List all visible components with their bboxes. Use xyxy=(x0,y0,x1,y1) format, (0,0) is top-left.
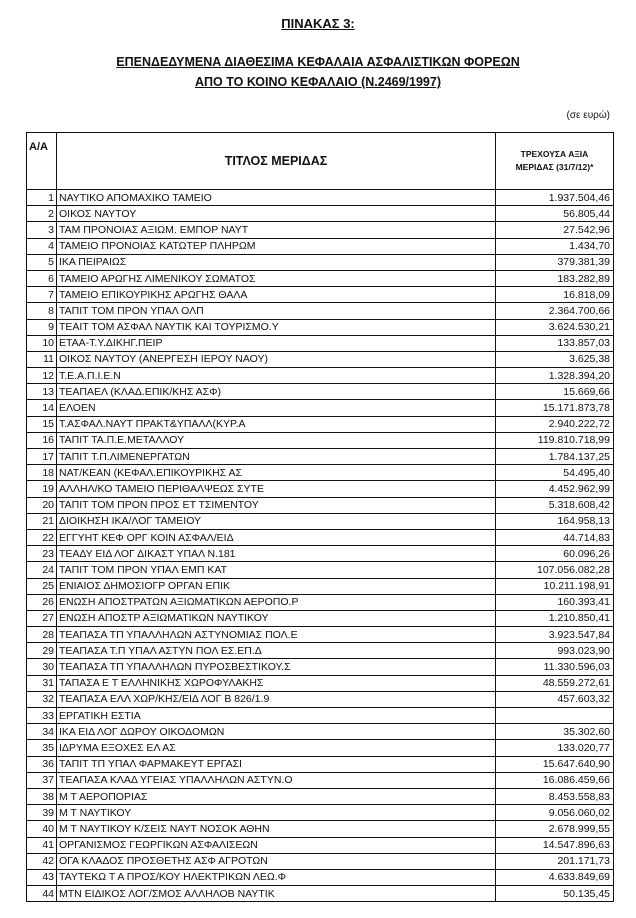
row-fund-name: ΕΛΟΕΝ xyxy=(57,400,496,416)
row-fund-name: ΤΑΠΑΣΑ Ε Τ ΕΛΛΗΝΙΚΗΣ ΧΩΡΟΦΥΛΑΚΗΣ xyxy=(57,675,496,691)
table-row xyxy=(27,351,614,367)
row-fund-name: Μ Τ ΑΕΡΟΠΟΡΙΑΣ xyxy=(57,788,496,804)
table-row xyxy=(27,270,614,286)
table-row xyxy=(27,319,614,335)
row-number: 40 xyxy=(27,821,57,837)
row-fund-name: ΑΛΛΗΛ/ΚΟ ΤΑΜΕΙΟ ΠΕΡΙΘΑΛΨΕΩΣ ΣΥΤΕ xyxy=(57,481,496,497)
row-fund-name: ΤΕΑΔΥ ΕΙΔ ΛΟΓ ΔΙΚΑΣΤ ΥΠΑΛ Ν.181 xyxy=(57,546,496,562)
title-line-1: ΕΠΕΝΔΕΔΥΜΕΝΑ ΔΙΑΘΕΣΙΜΑ ΚΕΦΑΛΑΙΑ ΑΣΦΑΛΙΣΤΙΚΩΝ ΦΟΡΕΩΝ xyxy=(116,55,520,69)
table-row xyxy=(27,384,614,400)
row-number: 18 xyxy=(27,465,57,481)
col-header-aa: Α/Α xyxy=(27,133,57,190)
row-number: 3 xyxy=(27,222,57,238)
row-number: 25 xyxy=(27,578,57,594)
row-number: 38 xyxy=(27,788,57,804)
row-number: 24 xyxy=(27,562,57,578)
row-fund-name: ΤΑΠΙΤ ΤΟΜ ΠΡΟΝ ΥΠΑΛ ΕΜΠ ΚΑΤ xyxy=(57,562,496,578)
table-row xyxy=(27,432,614,448)
row-fund-name: ΤΕΑΠΑΣΑ ΤΠ ΥΠΑΛΛΗΛΩΝ ΠΥΡΟΣΒΕΣΤΙΚΟΥ.Σ xyxy=(57,659,496,675)
row-fund-name: ΕΝΩΣΗ ΑΠΟΣΤΡΑΤΩΝ ΑΞΙΩΜΑΤΙΚΩΝ ΑΕΡΟΠΟ.Ρ xyxy=(57,594,496,610)
row-fund-name: ΤΑΠΙΤ Τ.Π.ΛΙΜΕΝΕΡΓΑΤΩΝ xyxy=(57,449,496,465)
table-row xyxy=(27,513,614,529)
row-value: 44.714,83 xyxy=(496,529,614,545)
table-row xyxy=(27,724,614,740)
row-number: 6 xyxy=(27,270,57,286)
row-fund-name: ΤΕΑΠΑΣΑ ΤΠ ΥΠΑΛΛΗΛΩΝ ΑΣΤΥΝΟΜΙΑΣ ΠΟΛ.Ε xyxy=(57,627,496,643)
table-row xyxy=(27,238,614,254)
row-number: 7 xyxy=(27,287,57,303)
table-header-row xyxy=(27,133,614,190)
row-value: 11.330.596,03 xyxy=(496,659,614,675)
row-number: 16 xyxy=(27,432,57,448)
row-value: 133.857,03 xyxy=(496,335,614,351)
row-number: 26 xyxy=(27,594,57,610)
row-value: 183.282,89 xyxy=(496,270,614,286)
row-value: 60.096,26 xyxy=(496,546,614,562)
row-value: 15.171.873,78 xyxy=(496,400,614,416)
row-number: 2 xyxy=(27,206,57,222)
row-fund-name: ΤΑΜΕΙΟ ΑΡΩΓΗΣ ΛΙΜΕΝΙΚΟΥ ΣΩΜΑΤΟΣ xyxy=(57,270,496,286)
row-number: 23 xyxy=(27,546,57,562)
row-fund-name: Τ.Ε.Α.Π.Ι.Ε.Ν xyxy=(57,368,496,384)
row-number: 35 xyxy=(27,740,57,756)
table-row xyxy=(27,788,614,804)
row-fund-name: ΤΕΑΠΑΣΑ ΚΛΑΔ ΥΓΕΙΑΣ ΥΠΑΛΛΗΛΩΝ ΑΣΤΥΝ.Ο xyxy=(57,772,496,788)
row-number: 20 xyxy=(27,497,57,513)
row-fund-name: ΤΑΠΙΤ ΤΟΜ ΠΡΟΝ ΠΡΟΣ ΕΤ ΤΣΙΜΕΝΤΟΥ xyxy=(57,497,496,513)
table-row xyxy=(27,287,614,303)
row-value: 164.958,13 xyxy=(496,513,614,529)
row-value: 160.393,41 xyxy=(496,594,614,610)
row-fund-name: ΤΑΠΙΤ ΤΟΜ ΠΡΟΝ ΥΠΑΛ ΟΛΠ xyxy=(57,303,496,319)
row-number: 33 xyxy=(27,708,57,724)
row-value: 1.328.394,20 xyxy=(496,368,614,384)
title-line-2: ΑΠΟ ΤΟ ΚΟΙΝΟ ΚΕΦΑΛΑΙΟ (Ν.2469/1997) xyxy=(195,75,441,89)
funds-table xyxy=(26,132,614,902)
row-fund-name: ΟΓΑ ΚΛΑΔΟΣ ΠΡΟΣΘΕΤΗΣ ΑΣΦ ΑΓΡΟΤΩΝ xyxy=(57,853,496,869)
row-value: 5.318.608,42 xyxy=(496,497,614,513)
table-row xyxy=(27,303,614,319)
row-fund-name: ΔΙΟΙΚΗΣΗ ΙΚΑ/ΛΟΓ ΤΑΜΕΙΟΥ xyxy=(57,513,496,529)
row-value: 133.020,77 xyxy=(496,740,614,756)
col-header-title: ΤΙΤΛΟΣ ΜΕΡΙΔΑΣ xyxy=(57,133,496,190)
row-value: 201.171,73 xyxy=(496,853,614,869)
row-value: 1.784.137,25 xyxy=(496,449,614,465)
row-fund-name: Τ.ΑΣΦΑΛ.ΝΑΥΤ ΠΡΑΚΤ&ΥΠΑΛΛ(ΚΥΡ.Α xyxy=(57,416,496,432)
table-row xyxy=(27,529,614,545)
row-value: 993.023,90 xyxy=(496,643,614,659)
row-fund-name: ΙΚΑ ΠΕΙΡΑΙΩΣ xyxy=(57,254,496,270)
row-number: 30 xyxy=(27,659,57,675)
table-row xyxy=(27,691,614,707)
table-row xyxy=(27,821,614,837)
row-value: 1.434,70 xyxy=(496,238,614,254)
table-row xyxy=(27,335,614,351)
row-number: 32 xyxy=(27,691,57,707)
row-number: 5 xyxy=(27,254,57,270)
row-value: 2.364.700,66 xyxy=(496,303,614,319)
row-fund-name: ΙΚΑ ΕΙΔ ΛΟΓ ΔΩΡΟΥ ΟΙΚΟΔΟΜΩΝ xyxy=(57,724,496,740)
row-number: 8 xyxy=(27,303,57,319)
row-value: 27.542,96 xyxy=(496,222,614,238)
row-number: 29 xyxy=(27,643,57,659)
row-number: 12 xyxy=(27,368,57,384)
row-value: 4.633.849,69 xyxy=(496,869,614,885)
table-row xyxy=(27,465,614,481)
row-fund-name: ΟΡΓΑΝΙΣΜΟΣ ΓΕΩΡΓΙΚΩΝ ΑΣΦΑΛΙΣΕΩΝ xyxy=(57,837,496,853)
row-value: 107.056.082,28 xyxy=(496,562,614,578)
row-fund-name: ΟΙΚΟΣ ΝΑΥΤΟΥ xyxy=(57,206,496,222)
row-fund-name: ΕΝΩΣΗ ΑΠΟΣΤΡ ΑΞΙΩΜΑΤΙΚΩΝ ΝΑΥΤΙΚΟΥ xyxy=(57,610,496,626)
table-row xyxy=(27,886,614,902)
row-value: 48.559.272,61 xyxy=(496,675,614,691)
row-fund-name: ΕΝΙΑΙΟΣ ΔΗΜΟΣΙΟΓΡ ΟΡΓΑΝ ΕΠΙΚ xyxy=(57,578,496,594)
row-fund-name: ΤΕΑΠΑΣΑ Τ.Π ΥΠΑΛ ΑΣΤΥΝ ΠΟΛ ΕΣ.ΕΠ.Δ xyxy=(57,643,496,659)
row-value: 50.135,45 xyxy=(496,886,614,902)
table-row xyxy=(27,805,614,821)
row-value: 2.678.999,55 xyxy=(496,821,614,837)
row-value: 56.805,44 xyxy=(496,206,614,222)
row-number: 37 xyxy=(27,772,57,788)
table-row xyxy=(27,578,614,594)
col-header-value-line1: ΤΡΕΧΟΥΣΑ ΑΞΙΑ xyxy=(520,149,589,159)
table-row xyxy=(27,400,614,416)
table-row xyxy=(27,206,614,222)
row-value: 15.669,66 xyxy=(496,384,614,400)
row-value: 1.937.504,46 xyxy=(496,190,614,206)
row-value: 35.302,60 xyxy=(496,724,614,740)
row-value: 16.086.459,66 xyxy=(496,772,614,788)
table-row xyxy=(27,416,614,432)
row-number: 43 xyxy=(27,869,57,885)
row-value: 379.381,39 xyxy=(496,254,614,270)
table-row xyxy=(27,853,614,869)
row-value: 9.056.060,02 xyxy=(496,805,614,821)
row-fund-name: ΤΕΑΠΑΕΛ (ΚΛΑΔ.ΕΠΙΚ/ΚΗΣ ΑΣΦ) xyxy=(57,384,496,400)
row-fund-name: Μ Τ ΝΑΥΤΙΚΟΥ xyxy=(57,805,496,821)
table-label: ΠΙΝΑΚΑΣ 3: xyxy=(281,16,355,31)
row-fund-name: ΤΑΠΙΤ ΤΑ.Π.Ε.ΜΕΤΑΛΛΟΥ xyxy=(57,432,496,448)
row-value: 3.625,38 xyxy=(496,351,614,367)
row-number: 39 xyxy=(27,805,57,821)
col-header-value xyxy=(496,133,614,190)
row-number: 31 xyxy=(27,675,57,691)
table-row xyxy=(27,481,614,497)
table-row xyxy=(27,708,614,724)
row-number: 36 xyxy=(27,756,57,772)
row-fund-name: ΕΡΓΑΤΙΚΗ ΕΣΤΙΑ xyxy=(57,708,496,724)
row-number: 13 xyxy=(27,384,57,400)
table-row xyxy=(27,740,614,756)
table-row xyxy=(27,222,614,238)
row-number: 1 xyxy=(27,190,57,206)
table-row xyxy=(27,368,614,384)
row-fund-name: ΝΑΥΤΙΚΟ ΑΠΟΜΑΧΙΚΟ ΤΑΜΕΙΟ xyxy=(57,190,496,206)
row-number: 27 xyxy=(27,610,57,626)
row-value: 2.940.222,72 xyxy=(496,416,614,432)
row-value: 14.547.896,63 xyxy=(496,837,614,853)
row-number: 28 xyxy=(27,627,57,643)
table-row xyxy=(27,190,614,206)
table-row xyxy=(27,254,614,270)
table-row xyxy=(27,546,614,562)
row-value: 16.818,09 xyxy=(496,287,614,303)
row-number: 34 xyxy=(27,724,57,740)
table-row xyxy=(27,594,614,610)
row-fund-name: ΤΑΠΙΤ ΤΠ ΥΠΑΛ ΦΑΡΜΑΚΕΥΤ ΕΡΓΑΣΙ xyxy=(57,756,496,772)
row-value: 54.495,40 xyxy=(496,465,614,481)
row-number: 14 xyxy=(27,400,57,416)
row-fund-name: ΤΑΜΕΙΟ ΠΡΟΝΟΙΑΣ ΚΑΤΩΤΕΡ ΠΛΗΡΩΜ xyxy=(57,238,496,254)
row-fund-name: ΕΓΓΥΗΤ ΚΕΦ ΟΡΓ ΚΟΙΝ ΑΣΦΑΛ/ΕΙΔ xyxy=(57,529,496,545)
row-number: 11 xyxy=(27,351,57,367)
table-row xyxy=(27,627,614,643)
table-row xyxy=(27,756,614,772)
row-fund-name: ΤΕΑΙΤ ΤΟΜ ΑΣΦΑΛ ΝΑΥΤΙΚ ΚΑΙ ΤΟΥΡΙΣΜΟ.Υ xyxy=(57,319,496,335)
table-row xyxy=(27,643,614,659)
row-value: 119.810.718,99 xyxy=(496,432,614,448)
row-value: 15.647.640,90 xyxy=(496,756,614,772)
col-header-value-line2: ΜΕΡΙΔΑΣ (31/7/12)* xyxy=(515,162,594,172)
row-number: 17 xyxy=(27,449,57,465)
currency-unit: (σε ευρώ) xyxy=(566,110,610,121)
table-row xyxy=(27,772,614,788)
table-row xyxy=(27,659,614,675)
table-row xyxy=(27,449,614,465)
row-value: 457.603,32 xyxy=(496,691,614,707)
row-number: 4 xyxy=(27,238,57,254)
table-row xyxy=(27,869,614,885)
row-fund-name: ΤΑΥΤΕΚΩ Τ Α ΠΡΟΣ/ΚΟΥ ΗΛΕΚΤΡΙΚΩΝ ΛΕΩ.Φ xyxy=(57,869,496,885)
row-value xyxy=(496,708,614,724)
row-value: 4.452.962,99 xyxy=(496,481,614,497)
table-row xyxy=(27,837,614,853)
row-number: 15 xyxy=(27,416,57,432)
table-body xyxy=(27,190,614,902)
row-number: 22 xyxy=(27,529,57,545)
row-fund-name: ΟΙΚΟΣ ΝΑΥΤΟΥ (ΑΝΕΡΓΕΣΗ ΙΕΡΟΥ ΝΑΟΥ) xyxy=(57,351,496,367)
row-fund-name: ΤΑΜΕΙΟ ΕΠΙΚΟΥΡΙΚΗΣ ΑΡΩΓΗΣ ΘΑΛΑ xyxy=(57,287,496,303)
row-number: 42 xyxy=(27,853,57,869)
row-number: 41 xyxy=(27,837,57,853)
row-fund-name: ΕΤΑΑ-Τ.Υ.ΔΙΚΗΓ.ΠΕΙΡ xyxy=(57,335,496,351)
row-value: 3.923.547,84 xyxy=(496,627,614,643)
row-value: 3.624.530,21 xyxy=(496,319,614,335)
row-number: 10 xyxy=(27,335,57,351)
row-number: 19 xyxy=(27,481,57,497)
row-number: 44 xyxy=(27,886,57,902)
row-number: 9 xyxy=(27,319,57,335)
row-fund-name: Μ Τ ΝΑΥΤΙΚΟΥ Κ/ΣΕΙΣ ΝΑΥΤ ΝΟΣΟΚ ΑΘΗΝ xyxy=(57,821,496,837)
table-row xyxy=(27,610,614,626)
row-fund-name: ΤΑΜ ΠΡΟΝΟΙΑΣ ΑΞΙΩΜ. ΕΜΠΟΡ ΝΑΥΤ xyxy=(57,222,496,238)
row-fund-name: ΝΑΤ/ΚΕΑΝ (ΚΕΦΑΛ.ΕΠΙΚΟΥΡΙΚΗΣ ΑΣ xyxy=(57,465,496,481)
table-row xyxy=(27,497,614,513)
row-value: 10.211.198,91 xyxy=(496,578,614,594)
table-row xyxy=(27,675,614,691)
table-row xyxy=(27,562,614,578)
row-value: 8.453.558,83 xyxy=(496,788,614,804)
row-number: 21 xyxy=(27,513,57,529)
row-fund-name: ΜΤΝ ΕΙΔΙΚΟΣ ΛΟΓ/ΣΜΟΣ ΑΛΛΗΛΟΒ ΝΑΥΤΙΚ xyxy=(57,886,496,902)
row-value: 1.210.850,41 xyxy=(496,610,614,626)
row-fund-name: ΙΔΡΥΜΑ ΕΞΟΧΕΣ ΕΛ ΑΣ xyxy=(57,740,496,756)
row-fund-name: ΤΕΑΠΑΣΑ ΕΛΛ ΧΩΡ/ΚΗΣ/ΕΙΔ ΛΟΓ Β 826/1.9 xyxy=(57,691,496,707)
